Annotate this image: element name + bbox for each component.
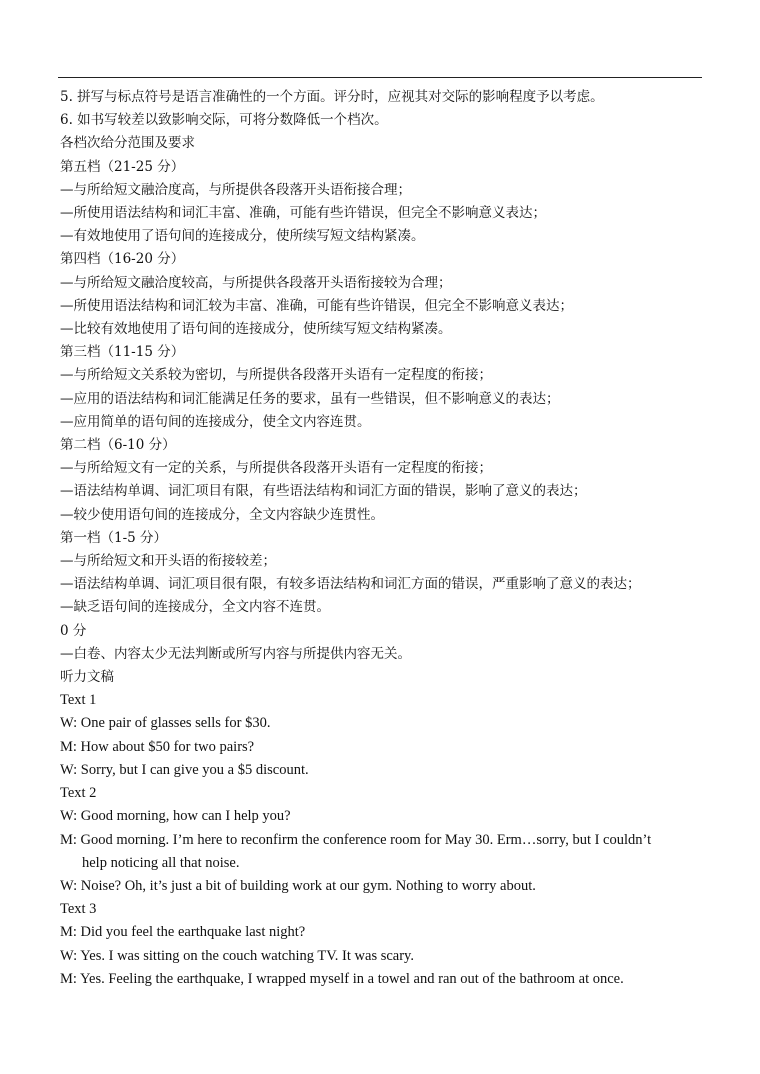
text-line: W: Sorry, but I can give you a $5 discount. [60, 761, 309, 778]
text-line: 0 分 [60, 622, 87, 639]
text-line: 第五档（21-25 分） [60, 158, 185, 175]
text-line: W: One pair of glasses sells for $30. [60, 715, 271, 732]
text-line: —应用简单的语句间的连接成分，使全文内容连贯。 [60, 413, 371, 430]
text-line: Text 2 [60, 785, 97, 802]
text-line: —与所给短文融洽度较高，与所提供各段落开头语衔接较为合理； [60, 274, 452, 291]
text-line: M: Yes. Feeling the earthquake, I wrapped myself in a towel and ran out of the bathroom at once. [60, 970, 624, 987]
text-line: —有效地使用了语句间的连接成分，使所续写短文结构紧凑。 [60, 228, 425, 245]
text-line: M: How about $50 for two pairs? [60, 738, 255, 755]
text-line: 各档次给分范围及要求 [60, 135, 195, 152]
text-line: M: Good morning. I’m here to reconfirm the conference room for May 30. Erm…sorry, but I couldn’t [60, 831, 652, 848]
document-body [60, 86, 710, 991]
text-line: 第三档（11-15 分） [60, 344, 185, 361]
text-line: M: Did you feel the earthquake last night? [60, 924, 306, 941]
text-line: —所使用语法结构和词汇丰富、准确，可能有些许错误，但完全不影响意义表达； [60, 205, 546, 222]
text-line: —应用的语法结构和词汇能满足任务的要求，虽有一些错误，但不影响意义的表达； [60, 390, 560, 407]
text-line: —白卷、内容太少无法判断或所写内容与所提供内容无关。 [60, 645, 411, 662]
text-line: Text 1 [60, 692, 97, 709]
text-line: —语法结构单调、词汇项目很有限，有较多语法结构和词汇方面的错误，严重影响了意义的表达； [60, 576, 641, 593]
text-line: 6. 如书写较差以致影响交际，可将分数降低一个档次。 [60, 112, 388, 129]
text-line: —缺乏语句间的连接成分，全文内容不连贯。 [60, 599, 330, 616]
text-line: 5. 拼写与标点符号是语言准确性的一个方面。评分时，应视其对交际的影响程度予以考虑。 [60, 89, 604, 105]
text-line: help noticing all that noise. [82, 854, 240, 871]
text-line: —与所给短文关系较为密切，与所提供各段落开头语有一定程度的衔接； [60, 367, 492, 384]
text-line: W: Good morning, how can I help you? [60, 808, 291, 825]
text-line: —与所给短文和开头语的衔接较差； [60, 553, 276, 570]
text-line: W: Noise? Oh, it’s just a bit of building work at our gym. Nothing to worry about. [60, 877, 536, 894]
text-line: —语法结构单调、词汇项目有限，有些语法结构和词汇方面的错误，影响了意义的表达； [60, 483, 587, 500]
text-line: —比较有效地使用了语句间的连接成分，使所续写短文结构紧凑。 [60, 321, 452, 338]
text-line: —与所给短文融洽度高，与所提供各段落开头语衔接合理； [60, 181, 411, 198]
text-line: —较少使用语句间的连接成分，全文内容缺少连贯性。 [60, 506, 384, 523]
text-line: W: Yes. I was sitting on the couch watching TV. It was scary. [60, 947, 414, 964]
text-line: Text 3 [60, 901, 97, 918]
header-rule [58, 77, 702, 78]
text-line: 第四档（16-20 分） [60, 251, 185, 268]
text-line: 第一档（1-5 分） [60, 529, 168, 546]
text-line: 第二档（6-10 分） [60, 437, 176, 454]
text-line: 听力文稿 [60, 669, 114, 686]
text-line: —与所给短文有一定的关系，与所提供各段落开头语有一定程度的衔接； [60, 460, 492, 477]
text-line: —所使用语法结构和词汇较为丰富、准确，可能有些许错误，但完全不影响意义表达； [60, 297, 573, 314]
